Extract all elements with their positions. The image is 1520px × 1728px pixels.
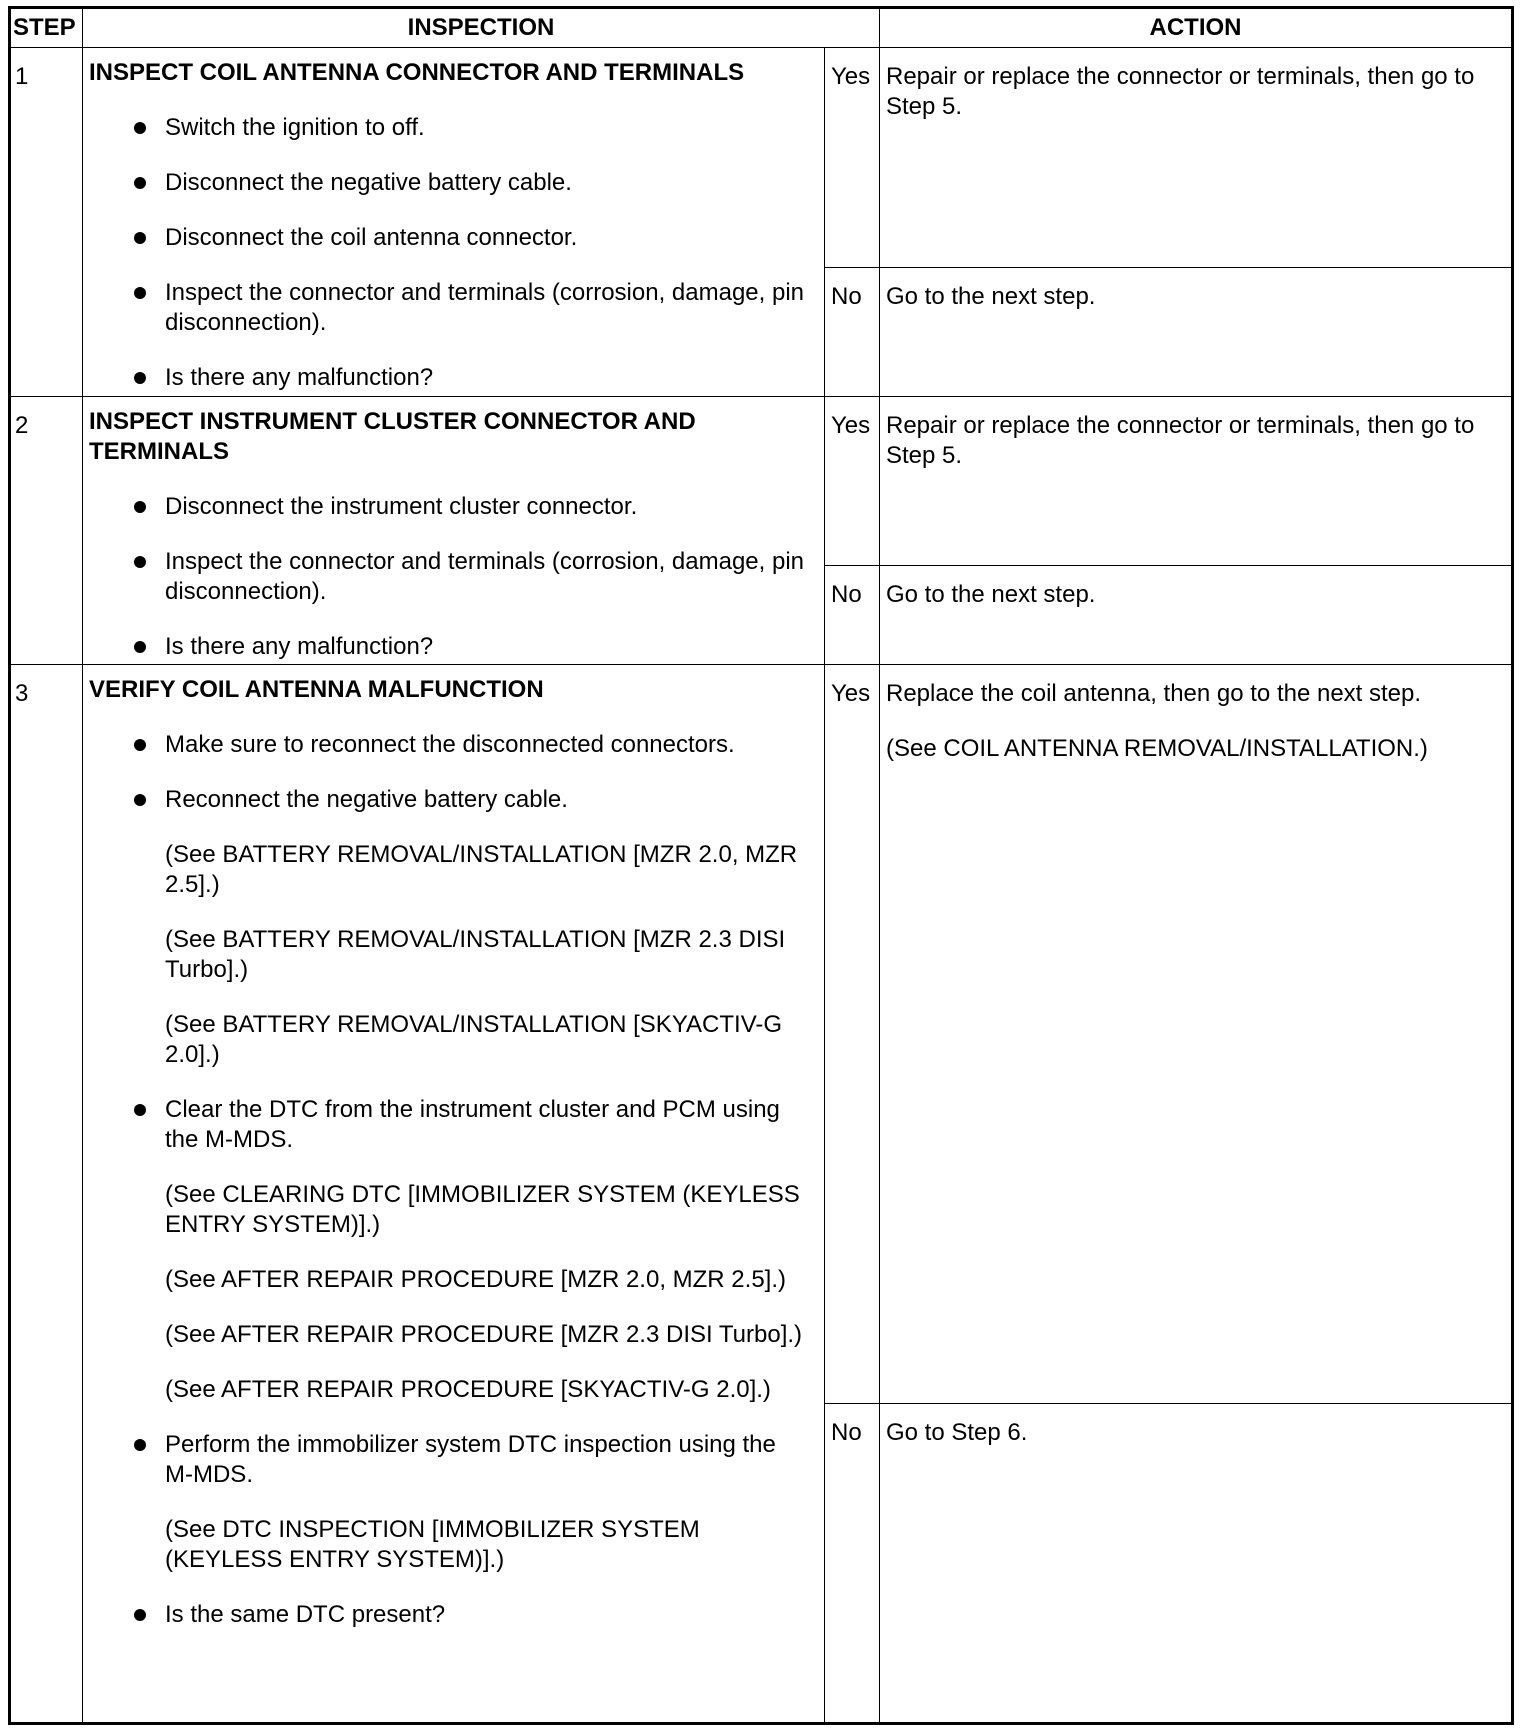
yes-action-cell: [880, 665, 1513, 1404]
step-number: 2: [10, 397, 83, 665]
bullet-item: [89, 730, 804, 760]
bullet-item: Is there any malfunction?: [89, 632, 804, 662]
bullet-item: [89, 1095, 804, 1405]
yes-action: Repair or replace the connector or terminals, then go to Step 5.: [880, 397, 1513, 566]
step-number: 3: [10, 665, 83, 1724]
reference-link[interactable]: (See AFTER REPAIR PROCEDURE [MZR 2.0, MZR 2.5].): [165, 1266, 786, 1293]
bullet-item: Disconnect the coil antenna connector.: [89, 223, 804, 253]
bullet-list: [89, 113, 804, 393]
reference-link[interactable]: (See AFTER REPAIR PROCEDURE [SKYACTIV-G 2.0].): [165, 1376, 771, 1403]
bullet-list: [89, 492, 804, 662]
bullet-list: [89, 730, 804, 1630]
step-title: VERIFY COIL ANTENNA MALFUNCTION: [89, 676, 544, 703]
step-3-yes-row: [10, 665, 1513, 1404]
bullet-text: Perform the immobilizer system DTC inspection using the M-MDS.: [165, 1431, 776, 1488]
yes-label: Yes: [825, 397, 880, 566]
bullet-item: Disconnect the instrument cluster connector.: [89, 492, 804, 522]
bullet-item: Is there any malfunction?: [89, 363, 804, 393]
inspection-table: [8, 6, 1514, 1725]
bullet-item: Inspect the connector and terminals (corrosion, damage, pin disconnection).: [89, 278, 804, 338]
no-action: Go to the next step.: [880, 268, 1513, 397]
reference-link[interactable]: (See CLEARING DTC [IMMOBILIZER SYSTEM (KEYLESS ENTRY SYSTEM)].): [165, 1181, 800, 1238]
step-2-inspection: [83, 397, 825, 665]
reference-link[interactable]: (See BATTERY REMOVAL/INSTALLATION [MZR 2.3 DISI Turbo].): [165, 926, 786, 983]
bullet-item: Inspect the connector and terminals (corrosion, damage, pin disconnection).: [89, 547, 804, 607]
inspection-header: INSPECTION: [83, 8, 880, 48]
yes-label: Yes: [825, 665, 880, 1404]
bullet-item: [89, 785, 804, 1070]
bullet-text: Is the same DTC present?: [165, 1601, 446, 1628]
step-title: INSPECT COIL ANTENNA CONNECTOR AND TERMINALS: [89, 59, 745, 86]
bullet-item: [89, 1600, 804, 1630]
bullet-text: Make sure to reconnect the disconnected connectors.: [165, 731, 735, 758]
no-label: No: [825, 566, 880, 665]
reference-link[interactable]: (See AFTER REPAIR PROCEDURE [MZR 2.3 DISI Turbo].): [165, 1321, 803, 1348]
no-action: Go to Step 6.: [880, 1404, 1513, 1724]
no-action: Go to the next step.: [880, 566, 1513, 665]
step-header: STEP: [10, 8, 83, 48]
header-row: [10, 8, 1513, 48]
bullet-text: Reconnect the negative battery cable.: [165, 786, 568, 813]
reference-link[interactable]: (See BATTERY REMOVAL/INSTALLATION [SKYACTIV-G 2.0].): [165, 1011, 783, 1068]
bullet-item: Disconnect the negative battery cable.: [89, 168, 804, 198]
step-1-yes-row: [10, 48, 1513, 268]
action-header: ACTION: [880, 8, 1513, 48]
bullet-item: Switch the ignition to off.: [89, 113, 804, 143]
reference-link[interactable]: (See BATTERY REMOVAL/INSTALLATION [MZR 2.0, MZR 2.5].): [165, 841, 798, 898]
step-number: 1: [10, 48, 83, 397]
reference-link[interactable]: (See DTC INSPECTION [IMMOBILIZER SYSTEM (KEYLESS ENTRY SYSTEM)].): [165, 1516, 700, 1573]
yes-action: Replace the coil antenna, then go to the next step.: [886, 680, 1422, 707]
bullet-item: [89, 1430, 804, 1575]
reference-link[interactable]: (See COIL ANTENNA REMOVAL/INSTALLATION.): [886, 735, 1428, 762]
step-3-inspection: [83, 665, 825, 1724]
step-2-yes-row: [10, 397, 1513, 566]
bullet-text: Clear the DTC from the instrument cluster and PCM using the M-MDS.: [165, 1096, 780, 1153]
yes-action: Repair or replace the connector or terminals, then go to Step 5.: [880, 48, 1513, 268]
no-label: No: [825, 1404, 880, 1724]
yes-label: Yes: [825, 48, 880, 268]
step-title: INSPECT INSTRUMENT CLUSTER CONNECTOR AND TERMINALS: [89, 408, 696, 465]
no-label: No: [825, 268, 880, 397]
step-1-inspection: [83, 48, 825, 397]
